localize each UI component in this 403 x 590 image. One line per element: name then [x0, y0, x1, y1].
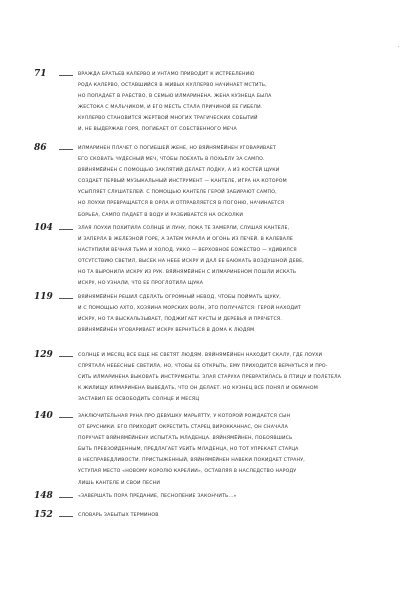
summary-line: СЛОВАРЬ ЗАБЫТЫХ ТЕРМИНОВ — [78, 513, 159, 518]
summary-line: К ЖИЛИЩУ ИЛМАРИНЕНА ВЫВЕДАТЬ, ЧТО ОН ДЕЛАЕТ. НО КУЗНЕЦ ВСЕ ПОНЯЛ И ОБМАНОМ — [78, 386, 318, 392]
summary-line: БЫТЬ ПРЕВЗОЙДЕННЫМ, ПРЕДЛАГАЕТ УБИТЬ МЛАДЕНЦА, НО ТОТ УПРЕКАЕТ СТАРЦА — [78, 447, 299, 453]
summary-line: СИТЬ ИЛМАРИНЕНА ВЫКОВАТЬ ИНСТРУМЕНТЫ. ЗЛАЯ СТАРУХА ПРЕВРАТИЛАСЬ В ПТИЦУ И ПОЛЕТЕЛА — [78, 375, 342, 381]
summary-line: ЖЕСТОКА С МАЛЬЧИКОМ, И ЕГО МЕСТЬ СТАЛА ПРИЧИНОЙ ЕЕ ГИБЕЛИ. — [78, 105, 263, 111]
summary-line: ЗЛАЯ ЛОУХИ ПОХИТИЛА СОЛНЦЕ И ЛУНУ, ПОКА ТЕ ЗАМЕРЛИ, СЛУШАЯ КАНТЕЛЕ, — [78, 226, 290, 231]
summary-line: СОЛНЦЕ И МЕСЯЦ ВСЕ ЕЩЕ НЕ СВЕТЯТ ЛЮДЯМ. ВЯЙНЯМЁЙНЕН НАХОДИТ СКАЛУ, ГДЕ ЛОУХИ — [78, 353, 323, 358]
entry-summary — [78, 510, 378, 521]
summary-line: БОРЬБА, САМПО ПАДАЕТ В ВОДУ И РАЗБИВАЕТСЯ НА ОСКОЛКИ — [78, 212, 244, 218]
page-number: 119 — [34, 292, 53, 302]
page-number: 140 — [34, 411, 53, 421]
page-number: 129 — [34, 350, 53, 360]
summary-line: СОЗДАЕТ ПЕРВЫЙ МУЗЫКАЛЬНЫЙ ИНСТРУМЕНТ — КАНТЕЛЕ, ИГРА НА КОТОРОМ — [78, 179, 287, 185]
summary-line: ЕГО СКОВАТЬ ЧУДЕСНЫЙ МЕЧ, ЧТОБЫ ПОЕХАТЬ В ПОХЬЁЛУ ЗА САМПО. — [78, 157, 265, 163]
leader-dash — [59, 75, 73, 76]
summary-line: ЛИШЬ КАНТЕЛЕ И СВОИ ПЕСНИ — [78, 480, 161, 486]
summary-line: ЗАКЛЮЧИТЕЛЬНАЯ РУНА ПРО ДЕВУШКУ МАРЬЯТТУ, У КОТОРОЙ РОЖДАЕТСЯ СЫН — [78, 414, 291, 419]
summary-line: ОТСУТСТВИЮ СВЕТИЛ, ВЫСЕК НА НЕБЕ ИСКРУ И ДАЛ ЕЕ БАЮКАТЬ ВОЗДУШНОЙ ДЕВЕ, — [78, 259, 304, 265]
leader-dash — [59, 516, 73, 517]
summary-line: В НЕСПРАВЕДЛИВОСТИ. ПРИСТЫЖЕННЫЙ, ВЯЙНЯМЁЙНЕН НАВЕКИ ПОКИДАЕТ СТРАНУ, — [78, 458, 305, 464]
summary-line: ИЛМАРИНЕН ПЛАЧЕТ О ПОГИБШЕЙ ЖЕНЕ, НО ВЯЙНЯМЁЙНЕН УГОВАРИВАЕТ — [78, 146, 277, 151]
summary-line: И С ПОМОЩЬЮ АХТО, ХОЗЯИНА МОРСКИХ ВОЛН, ЭТО ПОЛУЧАЕТСЯ: ГЕРОЙ НАХОДИТ — [78, 306, 301, 312]
summary-line: ВЯЙНЯМЁЙНЕН С ПОМОЩЬЮ ЗАКЛЯТИЙ ДЕЛАЕТ ЛОДКУ, А ИЗ КОСТЕЙ ЩУКИ — [78, 168, 280, 174]
entry-summary — [78, 491, 378, 502]
entry-summary — [78, 69, 378, 136]
summary-line: НО ПОПАДАЕТ В РАБСТВО, В СЕМЬЮ ИЛМАРИНЕНА. ЖЕНА КУЗНЕЦА БЫЛА — [78, 94, 272, 100]
summary-line: РОДА КАЛЕРВО, ОСТАВШИЙСЯ В ЖИВЫХ КУЛЛЕРВО НАЧИНАЕТ МСТИТЬ, — [78, 83, 267, 89]
summary-line: СПРЯТАЛА НЕБЕСНЫЕ СВЕТИЛА, НО, ЧТОБЫ ЕЕ ОТКРЫТЬ, ЕМУ ПРИХОДИТСЯ ВЕРНУТЬСЯ И ПРО- — [78, 364, 328, 370]
summary-line: КУЛЛЕРВО СТАНОВИТСЯ ЖЕРТВОЙ МНОГИХ ТРАГИЧЕСКИХ СОБЫТИЙ — [78, 116, 258, 122]
leader-dash — [59, 497, 73, 498]
summary-line: И, НЕ ВЫДЕРЖАВ ГОРЯ, ПОГИБАЕТ ОТ СОБСТВЕННОГО МЕЧА — [78, 127, 237, 133]
summary-line: НО ЛОУХИ ПРЕВРАЩАЕТСЯ В ОРЛА И ОТПРАВЛЯЕТСЯ В ПОГОНЮ, НАЧИНАЕТСЯ — [78, 201, 285, 207]
summary-line: ПОРУЧАЕТ ВЯЙНЯМЁЙНЕНУ ИСПЫТАТЬ МЛАДЕНЦА. ВЯЙНЯМЁЙНЕН, ПОБОЯВШИСЬ — [78, 436, 293, 442]
leader-dash — [59, 149, 73, 150]
leader-dash — [59, 298, 73, 299]
summary-line: ИСКРУ, НО ТА ВЫСКАЛЬЗЫВАЕТ, ПОДЖИГАЕТ КУСТЫ И ДЕРЕВЬЯ И ПРЯЧЕТСЯ. — [78, 317, 283, 323]
page-number: 104 — [34, 223, 53, 233]
corner-mark — [398, 46, 399, 47]
leader-dash — [59, 356, 73, 357]
summary-line: ВРАЖДА БРАТЬЕВ КАЛЕРВО И УНТАМО ПРИВОДИТ К ИСТРЕБЛЕНИЮ — [78, 72, 255, 77]
page-number: 71 — [34, 69, 47, 79]
summary-line: И ЗАПЕРЛА В ЖЕЛЕЗНОЙ ГОРЕ, А ЗАТЕМ УКРАЛА И ОГОНЬ ИЗ ПЕЧЕЙ. В КАЛЕВАЛЕ — [78, 237, 294, 243]
page-number: 86 — [34, 143, 47, 153]
summary-line: ЗАСТАВИЛ ЕЕ ОСВОБОДИТЬ СОЛНЦЕ И МЕСЯЦ — [78, 397, 200, 403]
page-number: 148 — [34, 491, 53, 501]
entry-summary — [78, 411, 378, 489]
summary-line: УСЫПЛЯЕТ СЛУШАТЕЛЕЙ. С ПОМОЩЬЮ КАНТЕЛЕ ГЕРОЙ ЗАБИРАЮТ САМПО, — [78, 190, 277, 196]
summary-line: НАСТУПИЛИ ВЕЧНАЯ ТЬМА И ХОЛОД. УККО — ВЕРХОВНОЕ БОЖЕСТВО — УДИВИЛСЯ — [78, 248, 297, 254]
summary-line: НО ТА ВЫРОНИЛА ИСКРУ ИЗ РУК. ВЯЙНЯМЁЙНЕН С ИЛМАРИНЕНОМ ПОШЛИ ИСКАТЬ — [78, 270, 297, 276]
summary-line: ОТ БРУСНИКИ. ЕГО ПРИХОДИТ ОКРЕСТИТЬ СТАРЕЦ ВИРОККАННАС, ОН СНАЧАЛА — [78, 425, 288, 431]
entry-summary — [78, 223, 378, 290]
entry-summary — [78, 143, 378, 221]
leader-dash — [59, 417, 73, 418]
summary-line: ВЯЙНЯМЁЙНЕН РЕШИЛ СДЕЛАТЬ ОГРОМНЫЙ НЕВОД, ЧТОБЫ ПОЙМАТЬ ЩУКУ, — [78, 295, 281, 300]
entry-summary — [78, 350, 378, 405]
summary-line: «ЗАВЕРШАТЬ ПОРА ПРЕДАНИЕ, ПЕСНОПЕНИЕ ЗАКОНЧИТЬ...» — [78, 494, 237, 499]
summary-line: ИСКРУ, НО УЗНАЛИ, ЧТО ЕЕ ПРОГЛОТИЛА ЩУКА — [78, 281, 204, 287]
page-number: 152 — [34, 510, 53, 520]
entry-summary — [78, 292, 378, 336]
summary-line: ВЯЙНЯМЁЙНЕН УГОВАРИВАЕТ ИСКРУ ВЕРНУТЬСЯ В ДОМА К ЛЮДЯМ — [78, 328, 255, 334]
leader-dash — [59, 229, 73, 230]
summary-line: УСТУПАЯ МЕСТО «НОВОМУ КОРОЛЮ КАРЕЛИИ», ОСТАВЛЯЯ В НАСЛЕДСТВО НАРОДУ — [78, 469, 297, 475]
